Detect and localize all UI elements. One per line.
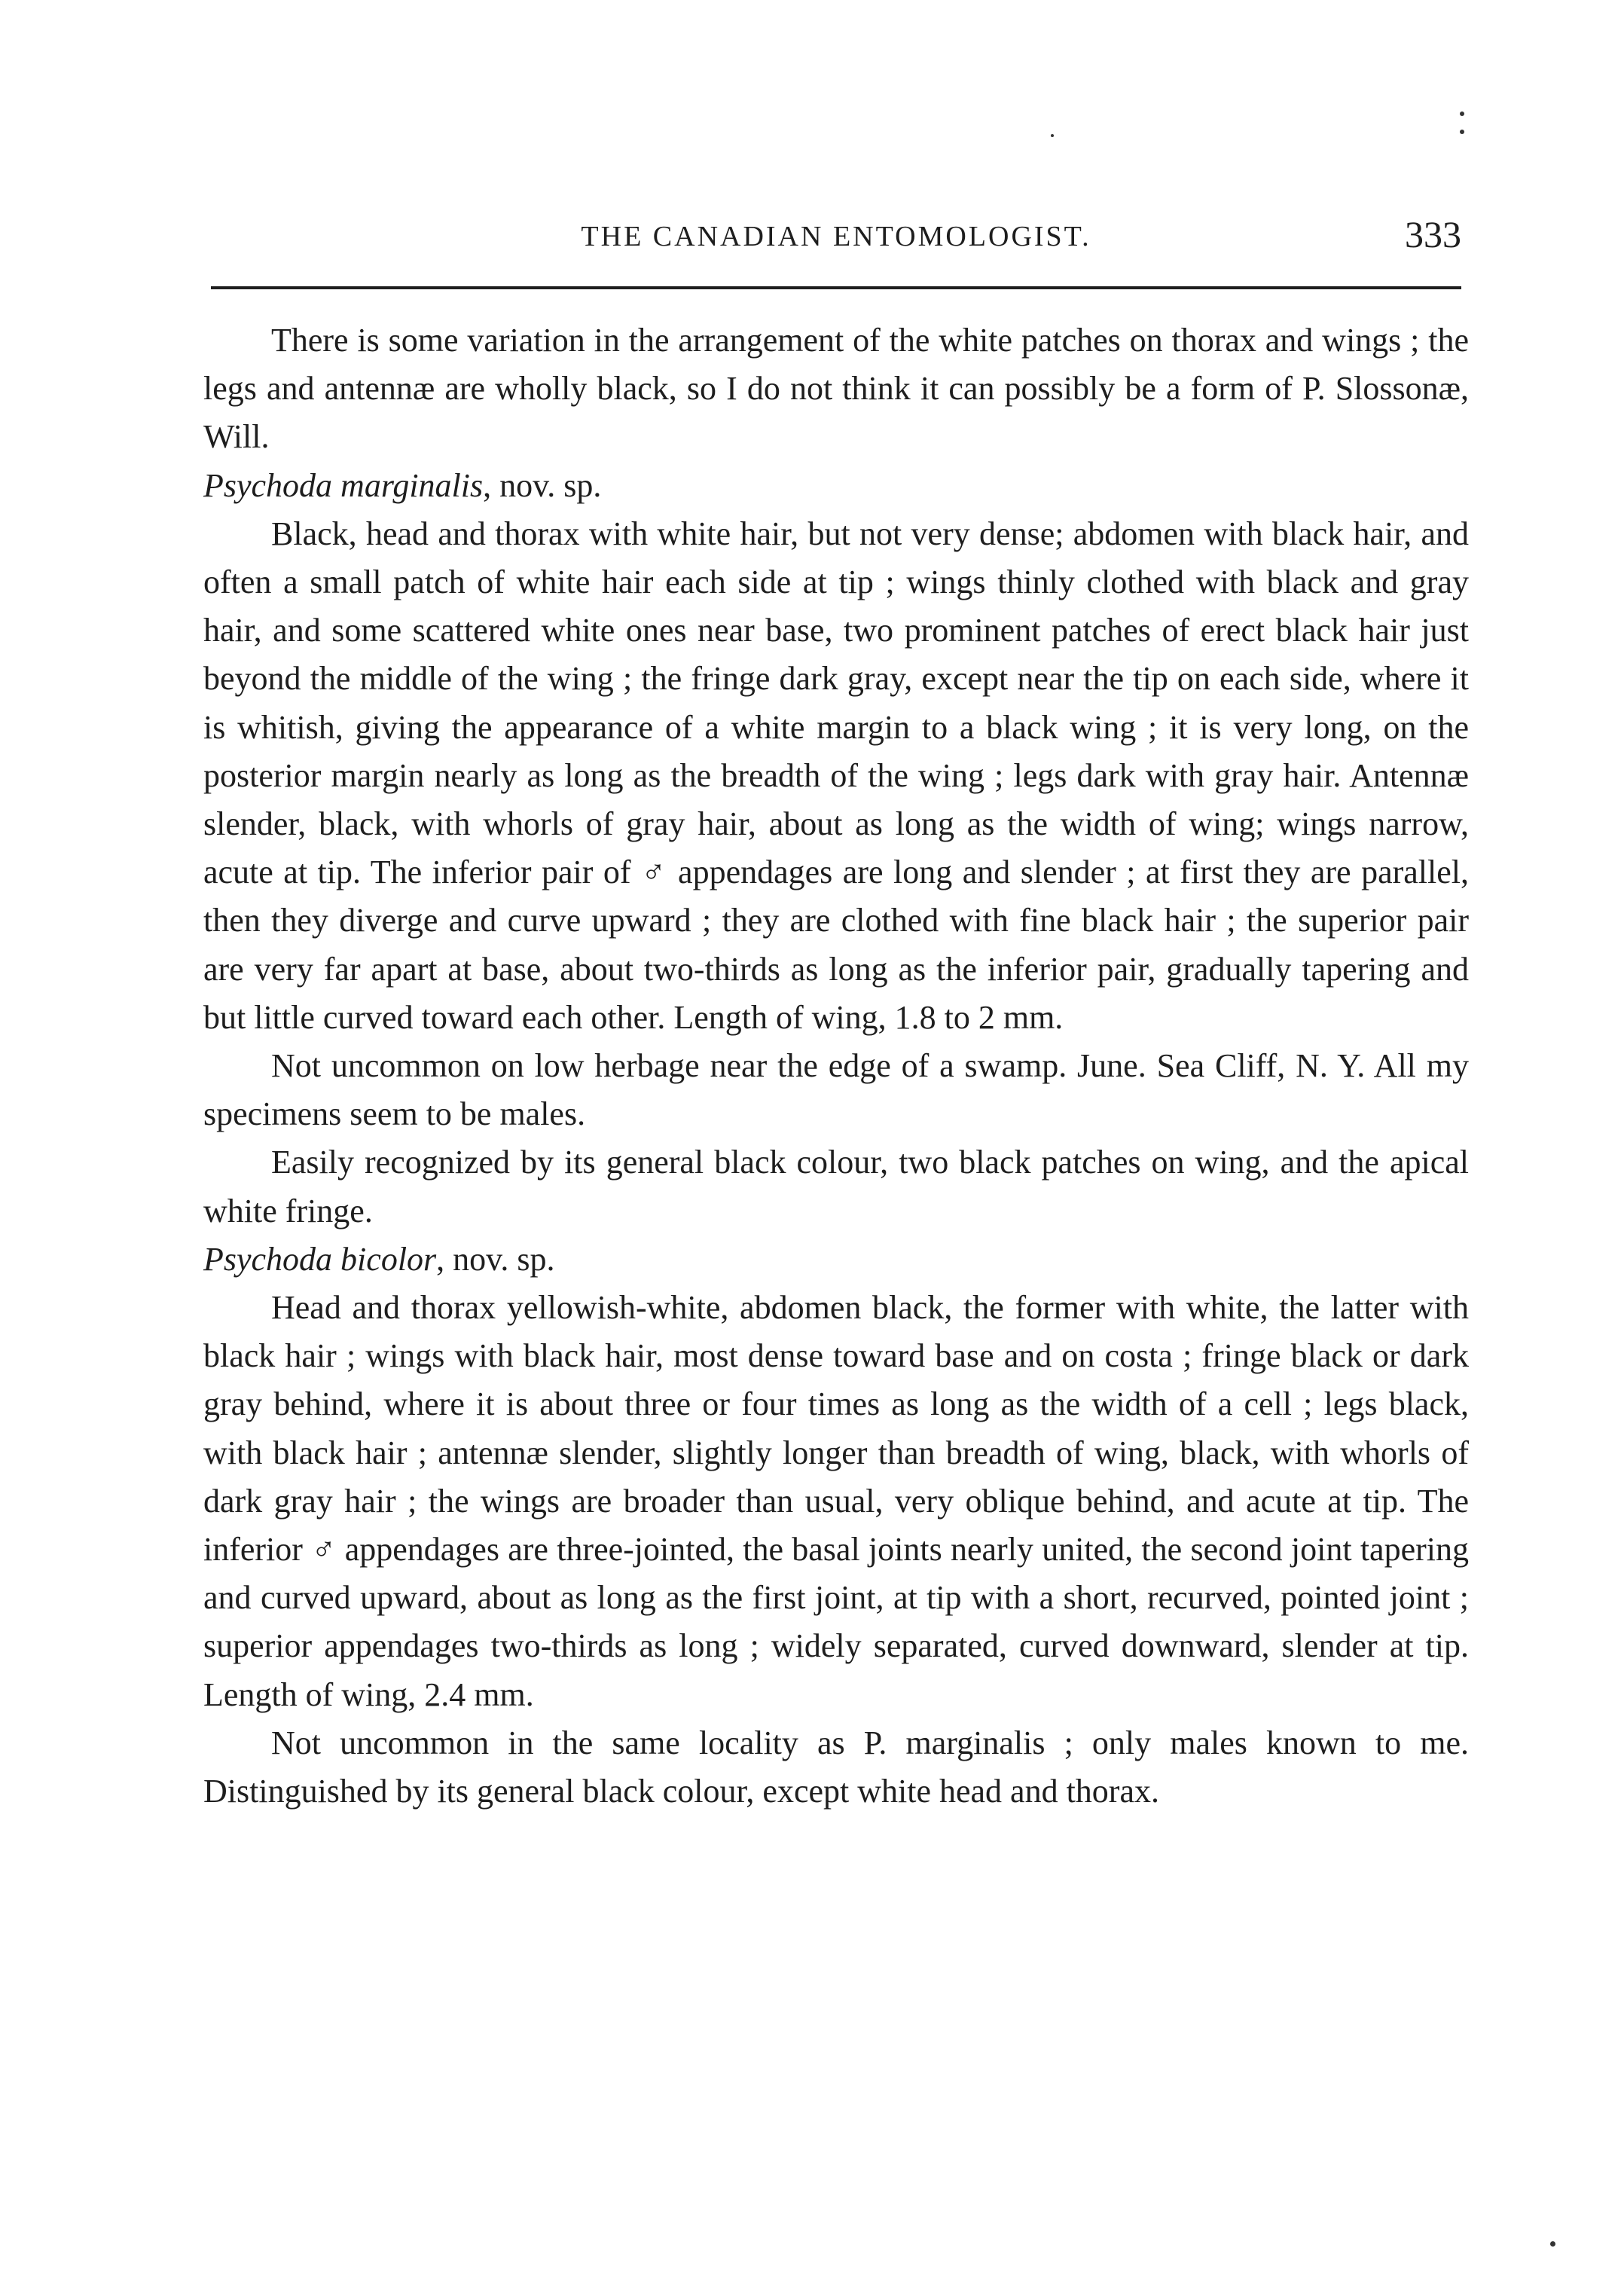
species-heading-marginalis <box>203 462 1469 510</box>
scan-speck <box>1051 134 1054 137</box>
paragraph-marginalis-description: Black, head and thorax with white hair, but not very dense; abdomen with black hair, and often a small patch of white hair each side at tip ; wings thinly clothed with black and gray hair, and some scattered white ones near base, two prominent patches of erect black hair just beyond the middle of the wing ; the fringe dark gray, except near the tip on each side, where it is whitish, giving the appearance of a white margin to a black wing ; it is very long, on the posterior margin nearly as long as the breadth of the wing ; legs dark with gray hair. Antennæ slender, black, with whorls of gray hair, about as long as the width of wing; wings narrow, acute at tip. The inferior pair of ♂ appendages are long and slender ; at first they are parallel, then they diverge and curve upward ; they are clothed with fine black hair ; the superior pair are very far apart at base, about two-thirds as long as the inferior pair, gradually tapering and but little curved toward each other. Length of wing, 1.8 to 2 mm. <box>203 515 1469 1036</box>
running-head: THE CANADIAN ENTOMOLOGIST. <box>581 221 1091 252</box>
species-name: Psychoda marginalis <box>203 466 484 504</box>
scan-speck <box>1460 111 1464 116</box>
paragraph-variation-note: There is some variation in the arrangement of the white patches on thorax and wings ; the legs and antennæ are wholly black, so I do not think it can possibly be a form of P. Slossonæ, Will. <box>203 322 1469 456</box>
paragraph-marginalis-diagnosis: Easily recognized by its general black colour, two black patches on wing, and the apical white fringe. <box>203 1144 1469 1229</box>
species-heading-bicolor <box>203 1236 1469 1284</box>
page-header <box>211 212 1461 265</box>
scan-speck <box>1460 130 1464 134</box>
article-body <box>203 316 1469 1816</box>
paragraph-marginalis-locality: Not uncommon on low herbage near the edge of a swamp. June. Sea Cliff, N. Y. All my specimens seem to be males. <box>203 1047 1469 1133</box>
paragraph-bicolor-locality: Not uncommon in the same locality as P. marginalis ; only males known to me. Distinguished by its general black colour, except white head and thorax. <box>203 1724 1469 1810</box>
page-number: 333 <box>1405 213 1461 255</box>
paragraph-bicolor-description: Head and thorax yellowish-white, abdomen black, the former with white, the latter with black hair ; wings with black hair, most dense toward base and on costa ; fringe black or dark gray behind, where it is about three or four times as long as the width of a cell ; legs black, with black hair ; antennæ slender, slightly longer than breadth of wing, black, with whorls of dark gray hair ; the wings are broader than usual, very oblique behind, and acute at tip. The inferior ♂ appendages are three-jointed, the basal joints nearly united, the second joint tapering and curved upward, about as long as the first joint, at tip with a short, recurved, pointed joint ; superior appendages two-thirds as long ; widely separated, curved downward, slender at tip. Length of wing, 2.4 mm. <box>203 1289 1469 1713</box>
scan-speck <box>1550 2241 1555 2247</box>
species-suffix: , nov. sp. <box>436 1240 555 1278</box>
species-suffix: , nov. sp. <box>483 466 602 504</box>
header-rule <box>211 286 1461 289</box>
species-name: Psychoda bicolor <box>203 1240 437 1278</box>
